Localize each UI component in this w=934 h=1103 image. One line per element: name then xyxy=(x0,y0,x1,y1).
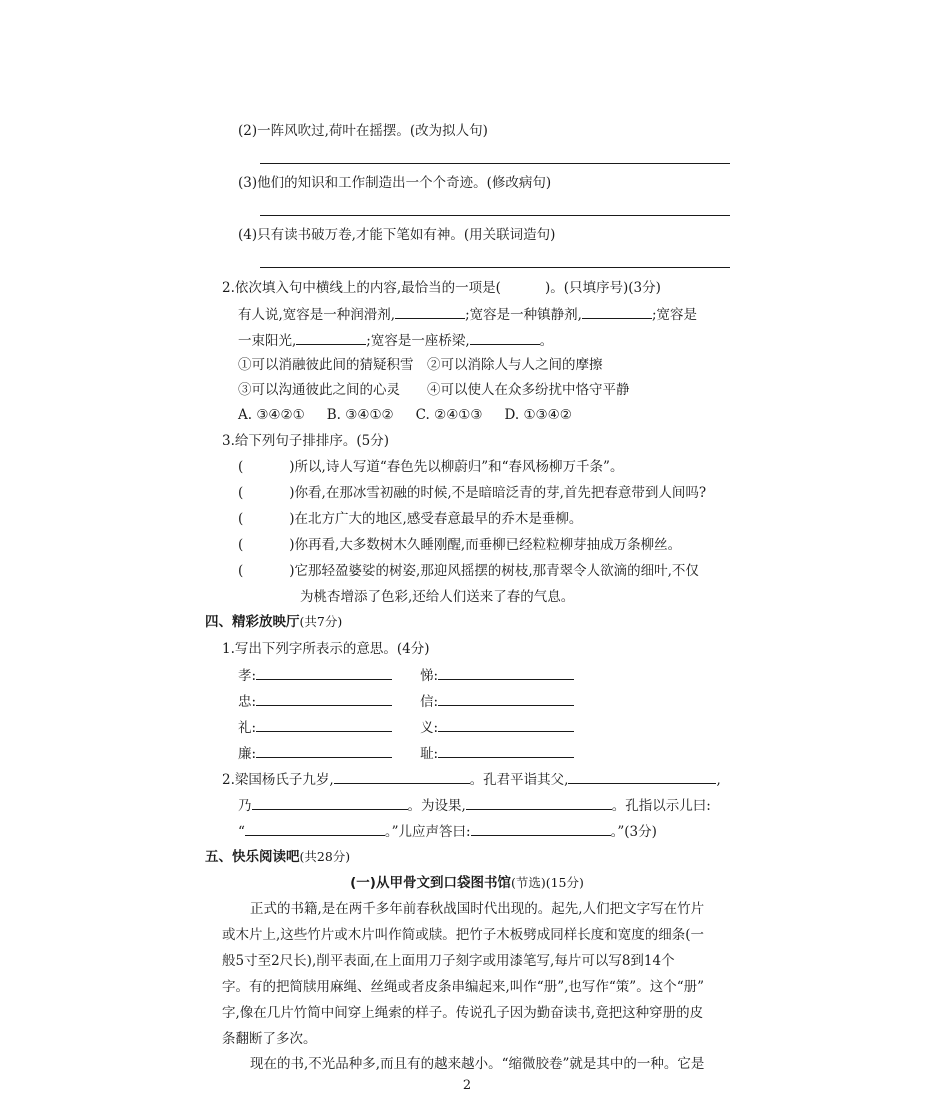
sort-item-4: ( )你再看,大多数树木久睡刚醒,而垂柳已经粒粒柳芽抽成万条柳丝。 xyxy=(238,537,682,553)
question-1-2: (2)一阵风吹过,荷叶在摇摆。(改为拟人句) xyxy=(238,123,488,139)
paragraph-line: 或木片上,这些竹片或木片叫作简或牍。把竹子木板劈成同样长度和宽度的细条(一 xyxy=(222,927,705,943)
reading-subtitle: (一)从甲骨文到口袋图书馆(节选)(15分) xyxy=(350,875,584,891)
blank[interactable] xyxy=(334,770,470,784)
sort-item-5-cont: 为桃杏增添了色彩,还给人们送来了春的气息。 xyxy=(300,589,575,605)
blank[interactable] xyxy=(438,692,574,706)
blank[interactable] xyxy=(395,305,465,319)
section-4-title: 四、精彩放映厅(共7分) xyxy=(205,614,343,630)
choice-b[interactable]: B. ③④①② xyxy=(326,407,394,423)
section-5-title: 五、快乐阅读吧(共28分) xyxy=(205,849,351,865)
question-2-line-1: 有人说,宽容是一种润滑剂, ;宽容是一种镇静剂, ;宽容是 xyxy=(238,307,697,323)
paragraph-line: 字,像在几片竹简中间穿上绳索的样子。传说孔子因为勤奋读书,竟把这种穿册的皮 xyxy=(222,1005,704,1021)
sort-item-1: ( )所以,诗人写道“春色先以柳蔚归”和“春风杨柳万千条”。 xyxy=(238,459,624,475)
blank[interactable] xyxy=(256,666,392,680)
sort-item-2: ( )你看,在那冰雪初融的时候,不是暗暗泛青的芽,首先把春意带到人间吗? xyxy=(238,485,707,501)
blank[interactable] xyxy=(438,718,574,732)
blank[interactable] xyxy=(256,718,392,732)
question-3-stem: 3.给下列句子排排序。(5分) xyxy=(222,433,390,449)
char-row: 廉: 耻: xyxy=(238,744,574,763)
sort-item-3: ( )在北方广大的地区,感受春意最早的乔木是垂柳。 xyxy=(238,511,583,527)
page-number: 2 xyxy=(462,1078,472,1093)
question-1-4: (4)只有读书破万卷,才能下笔如有神。(用关联词造句) xyxy=(238,227,556,243)
blank[interactable] xyxy=(256,692,392,706)
blank[interactable] xyxy=(466,796,612,810)
answer-line xyxy=(260,163,730,164)
blank[interactable] xyxy=(582,305,652,319)
choice-a[interactable]: A. ③④②① xyxy=(238,407,305,423)
blank[interactable] xyxy=(256,744,392,758)
blank[interactable] xyxy=(296,331,366,345)
blank[interactable] xyxy=(568,770,716,784)
section-4-q2-line-2: 乃 。为设果, 。孔指以示儿曰: xyxy=(238,798,711,814)
char-row: 忠: 信: xyxy=(238,692,574,711)
blank[interactable] xyxy=(252,796,408,810)
blank[interactable] xyxy=(438,666,574,680)
blank[interactable] xyxy=(438,744,574,758)
answer-line xyxy=(260,215,730,216)
question-2-stem xyxy=(222,279,661,297)
question-stem-tail: )。(只填序号)(3分) xyxy=(544,280,661,296)
question-2-options-3-4: ③可以沟通彼此之间的心灵 ④可以使人在众多纷扰中恪守平静 xyxy=(238,382,630,398)
question-stem-text: 2.依次填入句中横线上的内容,最恰当的一项是( xyxy=(222,280,501,296)
char-row: 孝: 悌: xyxy=(238,666,574,685)
paragraph-line: 般5寸至2尺长),削平表面,在上面用刀子刻字或用漆笔写,每片可以写8到14个 xyxy=(222,953,675,969)
question-2-answers xyxy=(238,406,572,424)
sort-item-5: ( )它那轻盈婆娑的树姿,那迎风摇摆的树枝,那青翠令人欲滴的细叶,不仅 xyxy=(238,563,699,579)
answer-line xyxy=(260,267,730,268)
paragraph-line: 正式的书籍,是在两千多年前春秋战国时代出现的。起先,人们把文字写在竹片 xyxy=(250,901,705,917)
blank[interactable] xyxy=(245,822,385,836)
blank[interactable] xyxy=(470,331,540,345)
section-4-q1: 1.写出下列字所表示的意思。(4分) xyxy=(222,641,430,657)
choice-c[interactable]: C. ②④①③ xyxy=(415,407,483,423)
paragraph-line: 现在的书,不光品种多,而且有的越来越小。“缩微胶卷”就是其中的一种。它是 xyxy=(250,1056,705,1072)
paragraph-line: 字。有的把简牍用麻绳、丝绳或者皮条串编起来,叫作“册”,也写作“策”。这个“册” xyxy=(222,979,704,995)
paragraph-line: 条翻断了多次。 xyxy=(222,1031,317,1047)
blank[interactable] xyxy=(471,822,611,836)
section-4-q2-line-1: 2.梁国杨氏子九岁, 。孔君平诣其父, , xyxy=(222,772,721,788)
section-4-q2-line-3: “ 。”儿应声答曰: 。”(3分) xyxy=(238,824,657,840)
question-1-3: (3)他们的知识和工作制造出一个个奇迹。(修改病句) xyxy=(238,175,552,191)
char-row: 礼: 义: xyxy=(238,718,574,737)
question-2-options-1-2: ①可以消融彼此间的猜疑积雪 ②可以消除人与人之间的摩擦 xyxy=(238,357,603,373)
choice-d[interactable]: D. ①③④② xyxy=(504,407,572,423)
question-2-line-2: 一束阳光, ;宽容是一座桥梁, 。 xyxy=(238,333,554,349)
